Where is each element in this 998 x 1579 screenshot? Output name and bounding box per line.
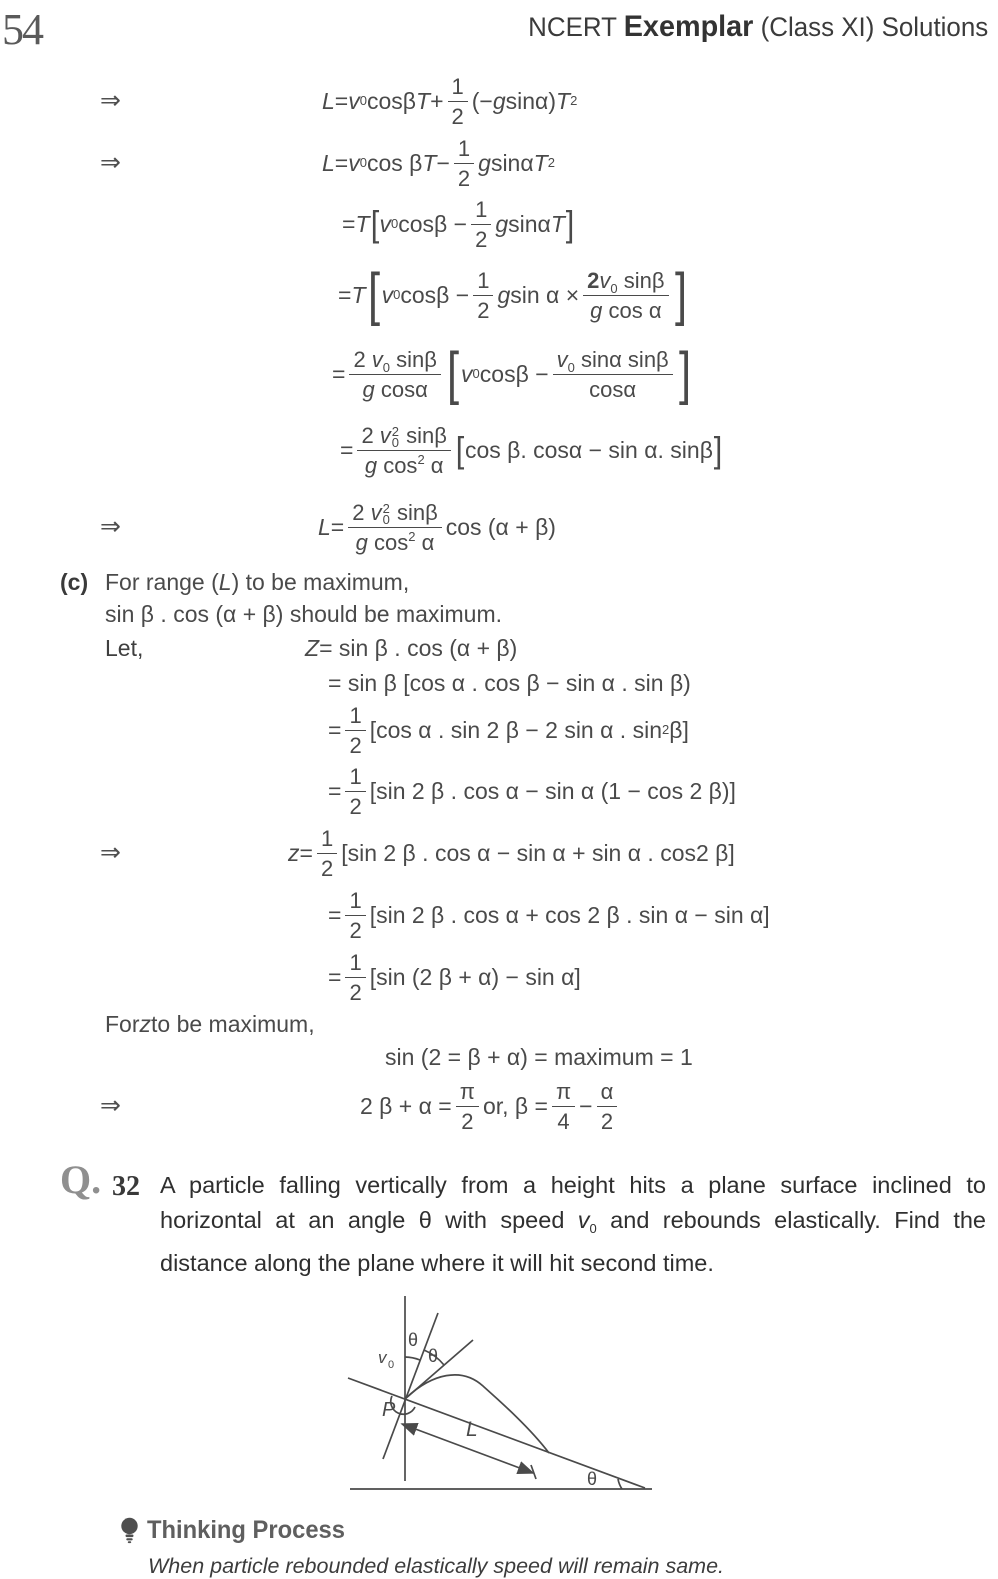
equation: L = v 0 cos β T − $\frac{1}{2}$ g sinα T 2 bbox=[322, 135, 555, 191]
question-q-label: Q. bbox=[60, 1157, 102, 1202]
equation: = $\frac{2 v_0 \sin\beta}{\text{g cosα}}$ [ v 0 cosβ − $\frac{v_0 \sin\alpha \sin\beta}{\cos\alpha}$ ] bbox=[332, 341, 691, 406]
math-token: ) to be maximum, bbox=[231, 568, 410, 595]
numerator bbox=[583, 267, 668, 296]
P-label: P bbox=[382, 1399, 396, 1421]
math-token: sin (2 = β + α) = maximum = 1 bbox=[385, 1043, 693, 1070]
math-token: = bbox=[328, 716, 342, 743]
lightbulb-icon bbox=[120, 1517, 139, 1544]
math-token: 1 bbox=[349, 949, 362, 975]
math-token: 2 bbox=[349, 733, 362, 758]
math-token: = bbox=[338, 281, 352, 308]
equation-row bbox=[60, 1074, 992, 1138]
math-token: 2 bbox=[352, 499, 371, 525]
math-token: cosβ − bbox=[479, 360, 549, 387]
equation bbox=[328, 949, 581, 1006]
fraction bbox=[357, 422, 450, 479]
stacked-script bbox=[391, 423, 400, 450]
math-token: and rebounds elastically. Find the distance along the plane where it will hit second time. bbox=[160, 1207, 986, 1276]
math-token: (− bbox=[471, 87, 493, 114]
math-token: β] bbox=[669, 716, 689, 743]
math-token: sinβ bbox=[390, 346, 437, 372]
numerator bbox=[552, 1078, 575, 1107]
denominator bbox=[597, 1107, 617, 1134]
numerator bbox=[345, 702, 365, 731]
equation bbox=[105, 1011, 315, 1037]
denominator bbox=[359, 375, 432, 402]
math-token: 2 bbox=[451, 104, 464, 129]
math-token: v bbox=[381, 281, 394, 308]
question-text bbox=[160, 1172, 986, 1276]
math-token: = bbox=[334, 149, 349, 176]
numerator bbox=[454, 135, 474, 164]
math-token: cos (α + β) bbox=[445, 513, 556, 540]
fraction bbox=[349, 346, 440, 403]
numerator bbox=[317, 825, 337, 854]
equation-row bbox=[60, 822, 992, 884]
math-token: v bbox=[461, 360, 473, 387]
math-token: 1 bbox=[477, 267, 490, 293]
math-token: [sin 2 β . cos α + cos 2 β . sin α − sin α] bbox=[369, 901, 770, 928]
math-token: − bbox=[579, 1092, 593, 1119]
math-token: 0 bbox=[589, 1221, 597, 1236]
L-label: L bbox=[466, 1418, 478, 1441]
math-token: T bbox=[416, 87, 431, 114]
numerator bbox=[448, 73, 468, 102]
math-token: T bbox=[351, 281, 366, 308]
question-32 bbox=[60, 1157, 992, 1281]
v0-label: v bbox=[378, 1348, 387, 1367]
math-token: = bbox=[334, 87, 349, 114]
denominator bbox=[553, 1107, 573, 1134]
math-token: sinα bbox=[508, 210, 551, 237]
book-title bbox=[528, 10, 988, 44]
equation bbox=[105, 601, 502, 627]
equation: = T [ v 0 cosβ − $\frac{1}{2}$ g sin α × $\frac{2v_0 \sin\beta}{\text{g cos α}}$ ] bbox=[338, 262, 687, 327]
denominator bbox=[457, 1107, 477, 1134]
equation-row bbox=[60, 488, 992, 566]
equation-row bbox=[60, 630, 992, 666]
math-token: 1 bbox=[475, 196, 488, 222]
diagram-svg bbox=[340, 1293, 670, 1500]
math-token: 2 bbox=[361, 422, 380, 448]
equation bbox=[318, 499, 556, 556]
v0-sub-label: 0 bbox=[388, 1359, 395, 1371]
fraction bbox=[583, 267, 668, 324]
question-number: 32 bbox=[112, 1171, 140, 1202]
denominator bbox=[345, 792, 365, 819]
equation-row bbox=[60, 336, 992, 412]
fraction bbox=[448, 73, 468, 130]
book-title-suffix: (Class XI) Solutions bbox=[753, 12, 988, 42]
math-token: 1 bbox=[349, 763, 362, 789]
math-token: sinα) bbox=[505, 87, 556, 114]
math-token: 2 bbox=[382, 500, 390, 516]
fraction bbox=[317, 825, 337, 882]
numerator bbox=[597, 1078, 618, 1107]
fraction bbox=[553, 346, 673, 403]
math-token: g bbox=[495, 210, 509, 237]
math-token: [sin 2 β . cos α − sin α (1 − cos 2 β)] bbox=[369, 777, 736, 804]
math-token: 2 bbox=[417, 452, 425, 467]
math-token: v bbox=[556, 346, 568, 372]
math-token: L bbox=[322, 87, 335, 114]
derivation-block bbox=[60, 70, 992, 566]
denominator bbox=[471, 225, 491, 252]
part-label: (c) bbox=[60, 568, 89, 595]
equation bbox=[305, 635, 517, 661]
equation-row bbox=[60, 566, 992, 598]
equation-row bbox=[60, 1040, 992, 1074]
math-token: cosβ bbox=[366, 87, 416, 114]
theta3-label: θ bbox=[587, 1469, 598, 1489]
math-token: 0 bbox=[391, 434, 400, 450]
page-header bbox=[0, 4, 992, 54]
equation-row bbox=[60, 132, 992, 194]
equation-row bbox=[60, 598, 992, 630]
math-token: 1 bbox=[457, 135, 471, 161]
equation bbox=[360, 1078, 621, 1135]
angle-arc-1 bbox=[405, 1357, 420, 1360]
math-token: sinβ bbox=[617, 267, 665, 293]
math-token: z bbox=[288, 839, 300, 866]
math-token: 2 β + α = bbox=[360, 1092, 452, 1119]
math-token: 2 bbox=[349, 980, 362, 1005]
math-token: cosβ − bbox=[400, 281, 470, 308]
math-token: L bbox=[318, 513, 331, 540]
denominator bbox=[345, 916, 365, 943]
math-token: sinβ bbox=[400, 422, 447, 448]
equation-row bbox=[60, 412, 992, 488]
math-token: = bbox=[328, 777, 342, 804]
math-token: cos β. cosα − sin α. sinβ bbox=[464, 436, 713, 463]
math-token: g bbox=[355, 530, 368, 555]
math-token: v bbox=[599, 267, 611, 293]
math-token: A particle falling vertically from a height hits a plane surface inclined to horizontal at an angle θ with speed bbox=[160, 1172, 986, 1233]
math-token: 0 bbox=[382, 359, 391, 375]
math-token: = sin β . cos (α + β) bbox=[319, 634, 518, 661]
math-token: 2 bbox=[349, 918, 362, 943]
math-token: cos bbox=[377, 453, 418, 478]
equation bbox=[288, 825, 735, 882]
math-token: Z bbox=[305, 634, 320, 661]
equation: = 2 v 2 0 sinβ g $\cos^2 \alpha$ [ cos β. cosα − sin α. sinβ ] bbox=[340, 422, 723, 478]
denominator bbox=[345, 978, 365, 1005]
theta2-label: θ bbox=[428, 1346, 439, 1366]
math-token: cosα bbox=[589, 377, 637, 402]
denominator bbox=[585, 375, 640, 402]
implies-arrow-icon: ⇒ bbox=[100, 511, 121, 541]
math-token: sin β . cos (α + β) should be maximum. bbox=[105, 600, 503, 627]
equation-row bbox=[60, 194, 992, 254]
math-token: sin α × bbox=[510, 281, 580, 308]
math-token: = bbox=[328, 901, 342, 928]
fraction bbox=[345, 702, 365, 759]
math-token: π bbox=[555, 1078, 572, 1104]
implies-arrow-icon: ⇒ bbox=[100, 1090, 121, 1120]
equation-row bbox=[60, 946, 992, 1008]
math-token: 2 bbox=[457, 166, 471, 191]
math-token: 1 bbox=[349, 702, 362, 728]
math-token: to be maximum, bbox=[151, 1010, 315, 1037]
numerator bbox=[349, 346, 440, 375]
math-token: v bbox=[370, 499, 382, 525]
book-title-bold: Exemplar bbox=[623, 10, 754, 43]
math-token: g bbox=[492, 87, 506, 114]
denominator bbox=[345, 731, 365, 758]
math-token: = bbox=[299, 839, 313, 866]
math-token: sinα sinβ bbox=[574, 346, 669, 372]
math-token: = bbox=[330, 513, 345, 540]
equation-row bbox=[60, 70, 992, 132]
equation bbox=[105, 569, 409, 595]
denominator bbox=[586, 296, 665, 323]
denominator bbox=[454, 164, 474, 191]
math-token: 2 bbox=[600, 1109, 614, 1134]
math-token: 4 bbox=[557, 1109, 570, 1134]
math-token: 0 bbox=[610, 280, 618, 296]
numerator bbox=[553, 346, 673, 375]
math-token: 2 bbox=[391, 423, 400, 439]
lead-text: Let, bbox=[105, 634, 144, 661]
incline-rebound-diagram bbox=[60, 1293, 992, 1500]
math-token: 2 bbox=[408, 529, 416, 544]
trajectory-parabola bbox=[405, 1375, 549, 1453]
math-token: [sin (2 β + α) − sin α] bbox=[369, 963, 581, 990]
math-token: 1 bbox=[349, 887, 362, 913]
math-token: cos bbox=[367, 530, 409, 555]
part-c-block bbox=[60, 566, 992, 1138]
math-token: v bbox=[577, 1207, 590, 1233]
thinking-process-header bbox=[60, 1516, 992, 1545]
math-token: 0 bbox=[567, 359, 575, 375]
math-token: v bbox=[348, 149, 360, 176]
theta1-label: θ bbox=[408, 1330, 419, 1350]
math-token: T bbox=[556, 87, 571, 114]
math-token: = bbox=[328, 963, 342, 990]
math-token: = sin β [cos α . cos β − sin α . sin β) bbox=[328, 669, 691, 696]
equation-row bbox=[60, 1008, 992, 1040]
math-token: 2 bbox=[349, 794, 362, 819]
math-token: − bbox=[436, 149, 450, 176]
fraction bbox=[345, 949, 365, 1006]
math-token: For range ( bbox=[105, 568, 219, 595]
fraction bbox=[456, 1078, 479, 1135]
math-token: [cos α . sin 2 β − 2 sin α . sin bbox=[369, 716, 662, 743]
math-token: 2 bbox=[461, 1109, 474, 1134]
numerator bbox=[456, 1078, 479, 1107]
math-token: = bbox=[340, 436, 354, 463]
fraction bbox=[597, 1078, 618, 1135]
math-token: + bbox=[430, 87, 444, 114]
denominator bbox=[317, 854, 337, 881]
math-token: g bbox=[478, 149, 491, 176]
math-token: 1 bbox=[320, 825, 334, 851]
math-token: π bbox=[459, 1078, 475, 1104]
equation bbox=[385, 1044, 693, 1070]
numerator bbox=[348, 499, 441, 528]
equation-row bbox=[60, 666, 992, 700]
fraction bbox=[348, 499, 441, 556]
math-token: cos α bbox=[602, 298, 662, 323]
numerator bbox=[473, 267, 493, 296]
math-token: = bbox=[332, 360, 346, 387]
numerator bbox=[345, 763, 365, 792]
numerator bbox=[345, 887, 365, 916]
math-token: sinβ bbox=[390, 499, 438, 525]
implies-arrow-icon: ⇒ bbox=[100, 147, 121, 177]
math-token: 2 bbox=[477, 298, 490, 323]
numerator bbox=[471, 196, 491, 225]
math-token: = bbox=[342, 210, 356, 237]
math-token: v bbox=[379, 210, 392, 237]
equation bbox=[328, 670, 691, 696]
math-token: T bbox=[355, 210, 370, 237]
math-token: α bbox=[424, 453, 444, 478]
angle-arc-base bbox=[618, 1479, 622, 1489]
math-token: 2 bbox=[353, 346, 372, 372]
implies-arrow-icon: ⇒ bbox=[100, 85, 121, 115]
math-token: sinα bbox=[490, 149, 534, 176]
fraction bbox=[345, 763, 365, 820]
equation-row bbox=[60, 884, 992, 946]
equation: = T [ v 0 cosβ − $\frac{1}{2}$ g sinα T ] bbox=[342, 196, 575, 252]
math-token: T bbox=[533, 149, 548, 176]
math-token: L bbox=[218, 568, 232, 595]
fraction bbox=[473, 267, 493, 324]
equation-row bbox=[60, 254, 992, 336]
math-token: v bbox=[379, 422, 391, 448]
math-token: 2 bbox=[320, 856, 334, 881]
page-body bbox=[60, 70, 992, 1579]
numerator bbox=[345, 949, 365, 978]
math-token: cosβ − bbox=[398, 210, 468, 237]
equation: L = v 0 cosβ T + $\frac{1}{2}$ (− g sinα) T 2 bbox=[322, 73, 578, 129]
math-token: z bbox=[139, 1010, 151, 1037]
denominator bbox=[448, 102, 468, 129]
equation bbox=[328, 763, 736, 820]
math-token: [sin 2 β . cos α − sin α + sin α . cos2 β] bbox=[341, 839, 735, 866]
math-token: For bbox=[105, 1010, 140, 1037]
denominator bbox=[361, 451, 448, 478]
fraction bbox=[454, 135, 474, 192]
equation bbox=[328, 887, 770, 944]
math-token: 2 bbox=[475, 227, 488, 252]
page-number: 54 bbox=[2, 5, 42, 54]
math-token: 1 bbox=[451, 73, 464, 99]
math-token: L bbox=[322, 149, 335, 176]
math-token: cosα bbox=[374, 377, 428, 402]
stacked-script bbox=[382, 500, 390, 527]
math-token: g bbox=[497, 281, 511, 308]
fraction bbox=[471, 196, 491, 253]
thinking-process-note: When particle rebounded elastically speed will remain same. bbox=[148, 1554, 725, 1578]
math-token: α bbox=[600, 1078, 614, 1104]
denominator bbox=[352, 528, 439, 555]
math-token: T bbox=[422, 149, 437, 176]
math-token: 0 bbox=[382, 511, 390, 527]
math-token: v bbox=[371, 346, 383, 372]
equation-row bbox=[60, 700, 992, 760]
denominator bbox=[473, 296, 493, 323]
math-token: α bbox=[415, 530, 435, 555]
equation: = $\frac{1}{2}$ [cos α . sin 2 β − 2 sin α . sin 2 β] bbox=[328, 702, 689, 758]
numerator bbox=[357, 422, 450, 451]
math-token: g bbox=[362, 377, 375, 402]
fraction bbox=[552, 1078, 575, 1135]
math-token: g bbox=[364, 453, 378, 478]
thinking-process-title: Thinking Process bbox=[147, 1516, 345, 1544]
math-token: T bbox=[550, 210, 565, 237]
book-title-prefix: NCERT bbox=[527, 12, 624, 42]
fraction bbox=[345, 887, 365, 944]
implies-arrow-icon: ⇒ bbox=[100, 837, 121, 867]
math-token: 2 bbox=[587, 267, 600, 293]
equation-row bbox=[60, 760, 992, 822]
math-token: g bbox=[590, 298, 603, 323]
math-token: v bbox=[348, 87, 360, 114]
math-token: cos β bbox=[366, 149, 423, 176]
math-token: or, β = bbox=[482, 1092, 548, 1119]
